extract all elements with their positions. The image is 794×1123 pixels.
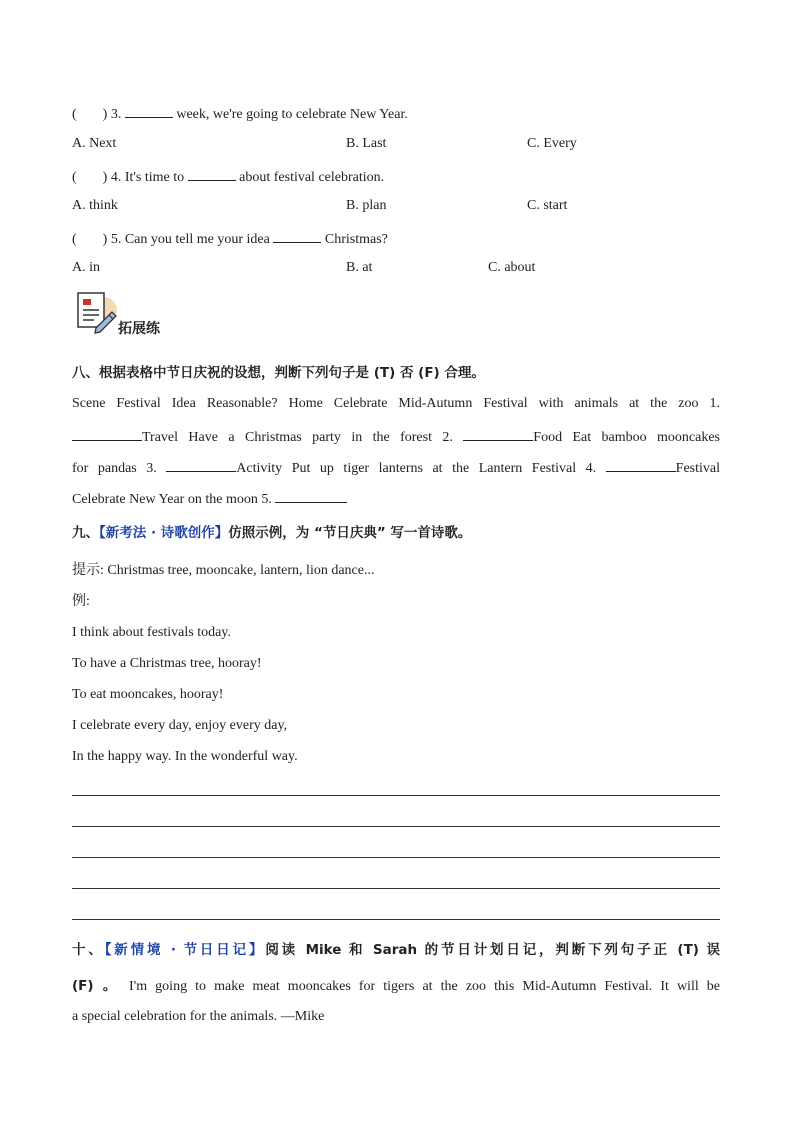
section-instruction: 仿照示例，为 “节日庆典” 写一首诗歌。	[228, 525, 472, 541]
writing-line[interactable]	[72, 888, 720, 889]
option-b: B. at	[346, 260, 373, 275]
question-text: Can you tell me your idea	[124, 232, 270, 247]
section-8-line-4	[72, 488, 347, 509]
option-b: B. Last	[346, 136, 387, 151]
question-5	[72, 228, 388, 249]
fill-blank-1[interactable]	[72, 426, 142, 441]
section-instruction-end: (F) 。	[72, 978, 121, 994]
section-8-line-2	[72, 426, 720, 447]
option-a: A. think	[72, 198, 118, 213]
writing-line[interactable]	[72, 919, 720, 920]
section-instruction: 阅读 Mike 和 Sarah 的节日计划日记，判断下列句子正 (T) 误	[265, 942, 721, 958]
question-number: 3.	[110, 107, 122, 122]
option-c: C. about	[488, 260, 536, 275]
fill-blank-3[interactable]	[166, 457, 236, 472]
answer-paren-open: (	[72, 107, 77, 122]
answer-paren-close: )	[102, 232, 108, 247]
example-label: 例:	[72, 594, 90, 609]
answer-paren-open: (	[72, 232, 77, 247]
section-9-heading	[72, 524, 471, 542]
section-8-line-3	[72, 457, 720, 478]
table-text: Celebrate New Year on the moon 5.	[72, 492, 272, 507]
writing-line[interactable]	[72, 826, 720, 827]
diary-line-2: a special celebration for the animals. —Mike	[72, 1009, 325, 1024]
option-a: A. Next	[72, 136, 117, 151]
poem-line: To eat mooncakes, hooray!	[72, 687, 224, 702]
fill-blank-4[interactable]	[606, 457, 676, 472]
section-8-line-1: Scene Festival Idea Reasonable? Home Celebrate Mid-Autumn Festival with animals at the zoo 1.	[72, 396, 720, 411]
answer-paren-close: )	[102, 107, 108, 122]
document-pencil-icon	[74, 290, 118, 334]
table-text: Travel Have a Christmas party in the forest 2.	[142, 430, 453, 445]
section-number: 十、	[72, 942, 105, 958]
section-tag: 【新情境 · 节日日记】	[104, 942, 266, 958]
fill-blank[interactable]	[273, 228, 321, 243]
question-text: It's time to	[124, 170, 185, 185]
question-number: 5.	[110, 232, 122, 247]
question-text: Christmas?	[324, 232, 388, 247]
answer-paren-close: )	[102, 170, 108, 185]
extension-practice-label: 拓展练	[118, 321, 160, 337]
hint-text: 提示: Christmas tree, mooncake, lantern, lion dance...	[72, 563, 375, 578]
fill-blank[interactable]	[125, 103, 173, 118]
option-c: C. start	[527, 198, 568, 213]
section-8-heading: 八、根据表格中节日庆祝的设想，判断下列句子是 (T) 否 (F) 合理。	[72, 365, 485, 381]
question-number: 4.	[110, 170, 122, 185]
question-3	[72, 103, 408, 124]
section-number: 九、	[72, 525, 99, 541]
writing-line[interactable]	[72, 857, 720, 858]
diary-line-1	[72, 977, 720, 996]
option-b: B. plan	[346, 198, 387, 213]
table-text: Activity Put up tiger lanterns at the Lantern Festival 4.	[236, 461, 597, 476]
question-text: week, we're going to celebrate New Year.	[176, 107, 408, 122]
question-text: about festival celebration.	[239, 170, 385, 185]
question-4	[72, 166, 384, 187]
section-tag: 【新考法 · 诗歌创作】	[99, 525, 229, 541]
poem-line: To have a Christmas tree, hooray!	[72, 656, 262, 671]
poem-line: I think about festivals today.	[72, 625, 231, 640]
table-text: Festival	[675, 461, 721, 476]
fill-blank-5[interactable]	[275, 488, 347, 503]
fill-blank[interactable]	[188, 166, 236, 181]
poem-line: In the happy way. In the wonderful way.	[72, 749, 298, 764]
section-10-heading	[72, 941, 720, 959]
option-a: A. in	[72, 260, 100, 275]
writing-line[interactable]	[72, 795, 720, 796]
table-text: Food Eat bamboo mooncakes	[533, 430, 720, 445]
poem-line: I celebrate every day, enjoy every day,	[72, 718, 288, 733]
option-c: C. Every	[527, 136, 577, 151]
answer-paren-open: (	[72, 170, 77, 185]
fill-blank-2[interactable]	[463, 426, 533, 441]
table-text: for pandas 3.	[72, 461, 157, 476]
diary-text: I'm going to make meat mooncakes for tigers at the zoo this Mid-Autumn Festival. It will be	[129, 979, 721, 994]
